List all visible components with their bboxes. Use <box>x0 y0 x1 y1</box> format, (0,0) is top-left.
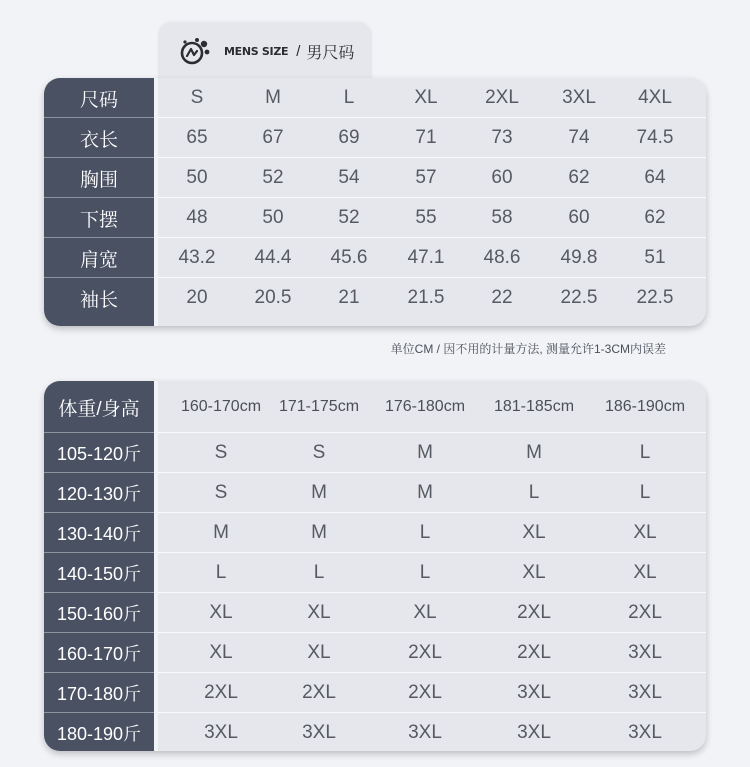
size-value-cell: 62 <box>568 167 590 188</box>
brand-logo-icon <box>178 36 212 66</box>
size-row-label: 衣长 <box>79 129 118 151</box>
tab-title <box>178 36 354 66</box>
recommended-size-cell: 3XL <box>517 682 551 703</box>
height-header-cell: 176-180cm <box>384 398 466 415</box>
tab-title-cn: 男尺码 <box>306 44 355 62</box>
recommended-size-cell: 3XL <box>517 722 551 743</box>
size-value-cell: 54 <box>338 167 360 188</box>
size-header-cell: 2XL <box>485 87 519 108</box>
row-divider <box>44 277 154 278</box>
size-value-cell: 74.5 <box>636 127 674 148</box>
measurement-note: 单位CM / 因不用的计量方法, 测量允许1-3CM内误差 <box>390 342 666 356</box>
size-value-cell: 67 <box>262 127 284 148</box>
size-value-cell: 52 <box>338 207 360 228</box>
recommended-size-cell: M <box>417 482 433 503</box>
recommended-size-cell: S <box>214 442 228 463</box>
size-value-cell: 22.5 <box>636 287 674 308</box>
weight-row-label: 160-170斤 <box>56 644 142 664</box>
size-header-cell: M <box>265 87 281 108</box>
size-value-cell: 52 <box>262 167 284 188</box>
recommended-size-cell: 2XL <box>628 602 662 623</box>
size-value-cell: 43.2 <box>178 247 216 268</box>
recommended-size-cell: M <box>526 442 542 463</box>
recommended-size-cell: L <box>419 562 431 583</box>
size-value-cell: 62 <box>644 207 666 228</box>
size-value-cell: 50 <box>186 167 208 188</box>
size-value-cell: 20.5 <box>254 287 292 308</box>
size-value-cell: 58 <box>491 207 513 228</box>
recommended-size-cell: 2XL <box>408 642 442 663</box>
size-value-cell: 64 <box>644 167 666 188</box>
recommended-size-cell: L <box>639 442 651 463</box>
recommended-size-cell: 3XL <box>408 722 442 743</box>
recommended-size-cell: 2XL <box>408 682 442 703</box>
size-value-cell: 71 <box>415 127 437 148</box>
weight-row-label: 180-190斤 <box>56 724 142 744</box>
recommended-size-cell: XL <box>307 602 331 623</box>
tab-title-separator: / <box>296 42 301 60</box>
size-row-label: 肩宽 <box>79 249 118 271</box>
recommended-size-cell: XL <box>209 602 233 623</box>
recommended-size-cell: M <box>311 482 327 503</box>
recommended-size-cell: XL <box>413 602 437 623</box>
size-value-cell: 48.6 <box>483 247 521 268</box>
size-value-cell: 73 <box>491 127 513 148</box>
size-value-cell: 21 <box>338 287 360 308</box>
weight-row-label: 150-160斤 <box>56 604 142 624</box>
height-header-cell: 160-170cm <box>180 398 262 415</box>
height-header-cell: 171-175cm <box>278 398 360 415</box>
size-value-cell: 21.5 <box>407 287 445 308</box>
size-header-cell: 3XL <box>562 87 596 108</box>
size-value-cell: 50 <box>262 207 284 228</box>
size-value-cell: 47.1 <box>407 247 445 268</box>
recommended-size-cell: XL <box>307 642 331 663</box>
row-divider <box>44 117 154 118</box>
size-value-cell: 49.8 <box>560 247 598 268</box>
size-value-cell: 60 <box>491 167 513 188</box>
recommended-size-cell: XL <box>522 562 546 583</box>
recommended-size-cell: S <box>312 442 326 463</box>
size-header-cell: L <box>343 87 355 108</box>
recommended-size-cell: M <box>417 442 433 463</box>
size-value-cell: 48 <box>186 207 208 228</box>
tab-title-en: MENS SIZE <box>224 44 289 58</box>
size-value-cell: 74 <box>568 127 590 148</box>
recommended-size-cell: XL <box>522 522 546 543</box>
recommended-size-cell: M <box>311 522 327 543</box>
recommended-size-cell: M <box>213 522 229 543</box>
recommended-size-cell: XL <box>633 522 657 543</box>
weight-row-label: 140-150斤 <box>56 564 142 584</box>
size-row-label: 下摆 <box>79 209 118 231</box>
size-value-cell: 44.4 <box>254 247 292 268</box>
recommended-size-cell: 3XL <box>204 722 238 743</box>
weight-row-label: 130-140斤 <box>56 524 142 544</box>
recommended-size-cell: 3XL <box>628 682 662 703</box>
size-recommendation-table <box>44 381 706 751</box>
weight-row-label: 120-130斤 <box>56 484 142 504</box>
recommended-size-cell: L <box>419 522 431 543</box>
size-measurement-table <box>44 78 706 326</box>
weight-row-label: 105-120斤 <box>56 444 142 464</box>
recommended-size-cell: L <box>528 482 540 503</box>
size-value-cell: 57 <box>415 167 437 188</box>
height-header-cell: 181-185cm <box>493 398 575 415</box>
recommended-size-cell: 2XL <box>517 602 551 623</box>
size-row-label: 尺码 <box>79 89 118 111</box>
recommended-size-cell: S <box>214 482 228 503</box>
size-value-cell: 55 <box>415 207 437 228</box>
row-divider <box>44 237 154 238</box>
recommend-corner-label: 体重/身高 <box>58 398 140 420</box>
size-value-cell: 65 <box>186 127 208 148</box>
size-value-cell: 60 <box>568 207 590 228</box>
weight-row-label: 170-180斤 <box>56 684 142 704</box>
recommended-size-cell: 3XL <box>302 722 336 743</box>
recommended-size-cell: L <box>639 482 651 503</box>
size-value-cell: 69 <box>338 127 360 148</box>
size-header-cell: S <box>190 87 204 108</box>
column-divider <box>154 381 158 751</box>
size-row-label: 胸围 <box>79 169 118 191</box>
recommended-size-cell: 3XL <box>628 722 662 743</box>
size-header-cell: 4XL <box>638 87 672 108</box>
size-chart-tab <box>158 22 372 82</box>
size-value-cell: 51 <box>644 247 666 268</box>
size-header-cell: XL <box>414 87 438 108</box>
size-value-cell: 45.6 <box>330 247 368 268</box>
recommended-size-cell: 2XL <box>302 682 336 703</box>
recommended-size-cell: 2XL <box>204 682 238 703</box>
column-divider <box>154 78 158 326</box>
recommended-size-cell: L <box>215 562 227 583</box>
recommended-size-cell: L <box>313 562 325 583</box>
recommended-size-cell: 2XL <box>517 642 551 663</box>
height-header-cell: 186-190cm <box>604 398 686 415</box>
row-divider <box>44 197 154 198</box>
size-value-cell: 22.5 <box>560 287 598 308</box>
recommended-size-cell: XL <box>209 642 233 663</box>
size-value-cell: 22 <box>491 287 513 308</box>
size-value-cell: 20 <box>186 287 208 308</box>
row-divider <box>44 157 154 158</box>
recommended-size-cell: 3XL <box>628 642 662 663</box>
size-row-label: 袖长 <box>79 289 118 311</box>
recommended-size-cell: XL <box>633 562 657 583</box>
